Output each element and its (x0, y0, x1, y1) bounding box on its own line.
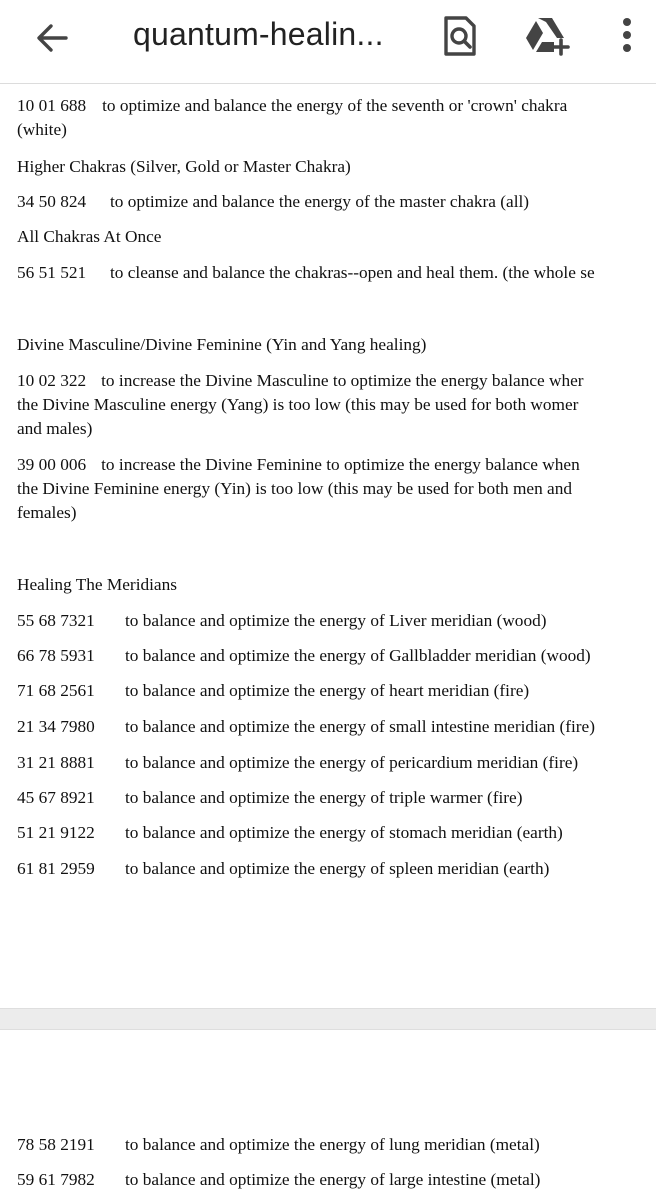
meridian-text: to balance and optimize the energy of Gallbladder meridian (wood) (125, 646, 591, 665)
all-text: to cleanse and balance the chakras--open and heal them. (the whole se (110, 263, 595, 282)
meridian-code: 51 21 9122 (17, 823, 95, 842)
master-chakra-entry (17, 190, 530, 214)
meridian-text: to balance and optimize the energy of triple warmer (fire) (125, 788, 523, 807)
meridian-entry (17, 857, 550, 881)
master-text: to optimize and balance the energy of the master chakra (all) (110, 192, 530, 211)
all-code: 56 51 521 (17, 263, 87, 282)
meridian-text: to balance and optimize the energy of small intestine meridian (fire) (125, 717, 595, 736)
meridian-code: 45 67 8921 (17, 788, 95, 807)
arrow-back-icon[interactable] (32, 18, 72, 58)
meridians-heading: Healing The Meridians (17, 575, 177, 594)
meridian-code: 55 68 7321 (17, 611, 95, 630)
meridian-code: 31 21 8881 (17, 753, 95, 772)
crown-code: 10 01 688 (17, 96, 87, 115)
all-chakras-entry (17, 261, 595, 285)
meridian-code: 71 68 2561 (17, 681, 95, 700)
meridian-text: to balance and optimize the energy of Liver meridian (wood) (125, 611, 547, 630)
document-title: quantum-healin... (133, 16, 384, 52)
meridian-text: to balance and optimize the energy of large intestine (metal) (125, 1170, 541, 1189)
meridian-entry (17, 1168, 541, 1192)
master-code: 34 50 824 (17, 192, 87, 211)
fem-text-cont2: females) (17, 503, 77, 522)
app-bar (0, 0, 656, 84)
meridian-entry (17, 715, 595, 739)
meridian-code: 78 58 2191 (17, 1135, 95, 1154)
meridian-entry (17, 609, 547, 633)
divine-masculine-entry (17, 369, 584, 441)
meridian-entry (17, 821, 563, 845)
meridian-entry (17, 679, 530, 703)
find-in-page-icon[interactable] (440, 14, 480, 58)
meridian-text: to balance and optimize the energy of stomach meridian (earth) (125, 823, 563, 842)
fem-text-cont: the Divine Feminine energy (Yin) is too low (this may be used for both men and (17, 479, 572, 498)
higher-chakras-heading: Higher Chakras (Silver, Gold or Master Chakra) (17, 157, 351, 176)
meridian-code: 66 78 5931 (17, 646, 95, 665)
divine-feminine-entry (17, 453, 580, 525)
fem-code: 39 00 006 (17, 455, 87, 474)
crown-text-cont: (white) (17, 120, 67, 139)
masc-code: 10 02 322 (17, 371, 87, 390)
meridian-code: 59 61 7982 (17, 1170, 95, 1189)
meridian-entry (17, 786, 523, 810)
meridian-entry (17, 644, 591, 668)
masc-text-cont: the Divine Masculine energy (Yang) is too low (this may be used for both womer (17, 395, 579, 414)
meridian-code: 21 34 7980 (17, 717, 95, 736)
masc-text-cont2: and males) (17, 419, 93, 438)
page-separator (0, 1008, 656, 1030)
meridian-text: to balance and optimize the energy of heart meridian (fire) (125, 681, 530, 700)
all-chakras-heading: All Chakras At Once (17, 227, 162, 246)
crown-text: to optimize and balance the energy of the seventh or 'crown' chakra (102, 96, 568, 115)
meridian-entry (17, 1133, 540, 1157)
masc-text: to increase the Divine Masculine to optimize the energy balance wher (101, 371, 584, 390)
meridian-text: to balance and optimize the energy of pericardium meridian (fire) (125, 753, 579, 772)
meridian-text: to balance and optimize the energy of spleen meridian (earth) (125, 859, 550, 878)
fem-text: to increase the Divine Feminine to optimize the energy balance when (101, 455, 580, 474)
add-to-drive-icon[interactable] (524, 16, 572, 56)
crown-chakra-entry (17, 94, 567, 142)
meridian-text: to balance and optimize the energy of lung meridian (metal) (125, 1135, 540, 1154)
document-page (0, 1030, 656, 1200)
more-vert-icon[interactable] (612, 14, 642, 58)
meridian-code: 61 81 2959 (17, 859, 95, 878)
meridian-entry (17, 751, 579, 775)
document-page (0, 84, 656, 1008)
divine-heading: Divine Masculine/Divine Feminine (Yin and Yang healing) (17, 335, 427, 354)
